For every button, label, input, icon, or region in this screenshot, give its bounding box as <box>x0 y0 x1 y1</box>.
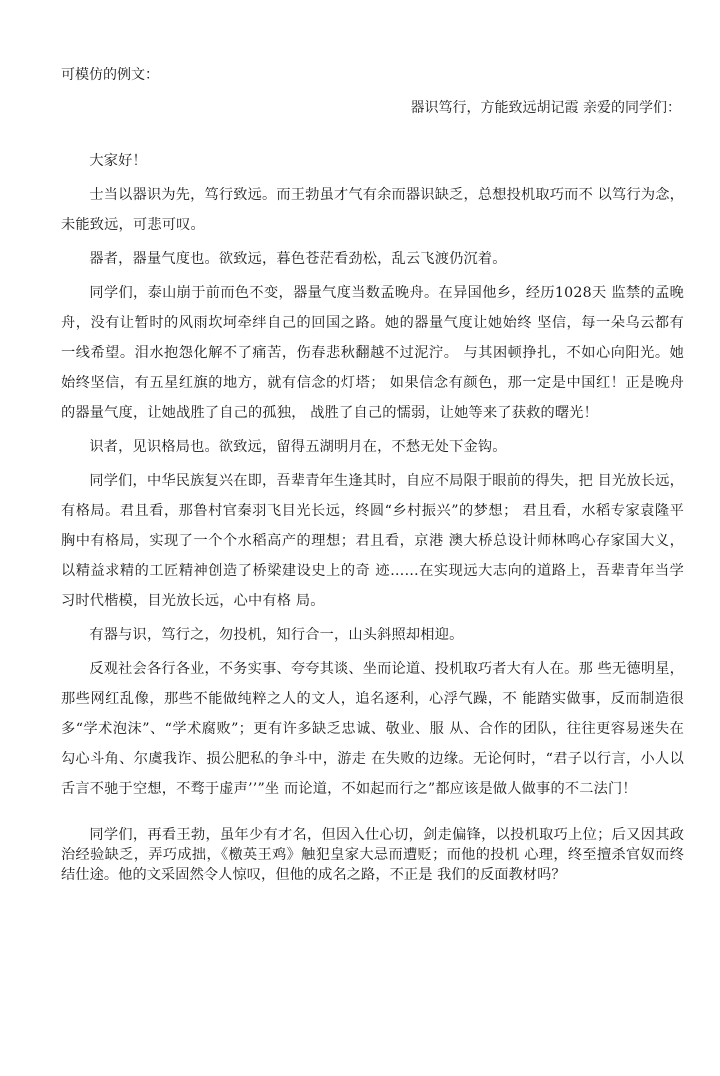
essay-body <box>61 146 684 885</box>
paragraph-wang-bo: 同学们，再看王勃，虽年少有才名，但因入仕心切，剑走偏锋，以投机取巧上位；后又因其政治经验缺乏，弄巧成拙，《檄英王鸡》触犯皇家大忌而遭贬；而他的投机 心理，终至擅杀官奴而终结仕途。他的文采固然令人惊叹，但他的成名之路，不正是 我们的反面教材吗？ <box>61 827 684 883</box>
essay-headline: 器识笃行，方能致远胡记霞 亲爱的同学们： <box>410 100 681 116</box>
paragraph-counter-examples: 反观社会各行各业，不务实事、夸夸其谈、坐而论道、投机取巧者大有人在。那 些无德明星，那些网红乱像，那些不能做纯粹之人的文人，追名逐利，心浮气躁，不 能踏实做事，反而制造很多“学术泡沫”、“学术腐败”；更有许多缺乏忠诚、敬业、服 从、合作的团队，往往更容易迷失在勾心斗角、尔虞我诈、损公肥私的争斗中，游走 在失败的边缘。无论何时，“君子以行言，小人以舌言不驰于空想，不骛于虚声’’”坐 而论道，不如起而行之”都应该是做人做事的不二法门！ <box>61 661 684 797</box>
paragraph-practice: 有器与识，笃行之，勿投机，知行合一，山头斜照却相迎。 <box>89 627 464 643</box>
paragraph-vision: 同学们，中华民族复兴在即，吾辈青年生逢其时，自应不局限于眼前的得失，把 目光放长远，有格局。君且看，那鲁村官秦羽飞目光长远，终圆“乡村振兴”的梦想； 君且看，水稻专家袁隆平胸中有格局，实现了一个个水稻高产的理想；君且看，京港 澳大桥总设计师林鸣心存家国大义，以精益求精的工匠精神创造了桥梁建设史上的奇 迹……在实现远大志向的道路上，吾辈青年当学习时代楷模，目光放长远，心中有格 局。 <box>61 473 684 609</box>
paragraph-shi-definition: 识者，见识格局也。欲致远，留得五湖明月在，不愁无处下金钩。 <box>89 439 507 455</box>
paragraph-meng-wanzhou: 同学们，泰山崩于前而色不变，器量气度当数孟晚舟。在异国他乡，经历1028天 监禁的孟晚舟，没有让暂时的风雨坎坷牵绊自己的回国之路。她的器量气度让她始终 坚信，每一朵乌云都有一线希望。泪水抱怨化解不了痛苦，伤春悲秋翻越不过泥泞。 与其困顿挣扎，不如心向阳光。她始终坚信，有五星红旗的地方，就有信念的灯塔； 如果信念有颜色，那一定是中国红！正是晚舟的器量气度，让她战胜了自己的孤独， 战胜了自己的懦弱，让她等来了获救的曙光！ <box>61 285 684 421</box>
intro-label: 可模仿的例文： <box>61 67 159 83</box>
paragraph-greeting: 大家好！ <box>89 153 147 169</box>
paragraph-thesis: 士当以器识为先，笃行致远。而王勃虽才气有余而器识缺乏，总想投机取巧而不 以笃行为念，未能致远，可悲可叹。 <box>61 187 684 233</box>
paragraph-qi-definition: 器者，器量气度也。欲致远，暮色苍茫看劲松，乱云飞渡仍沉着。 <box>89 251 507 267</box>
